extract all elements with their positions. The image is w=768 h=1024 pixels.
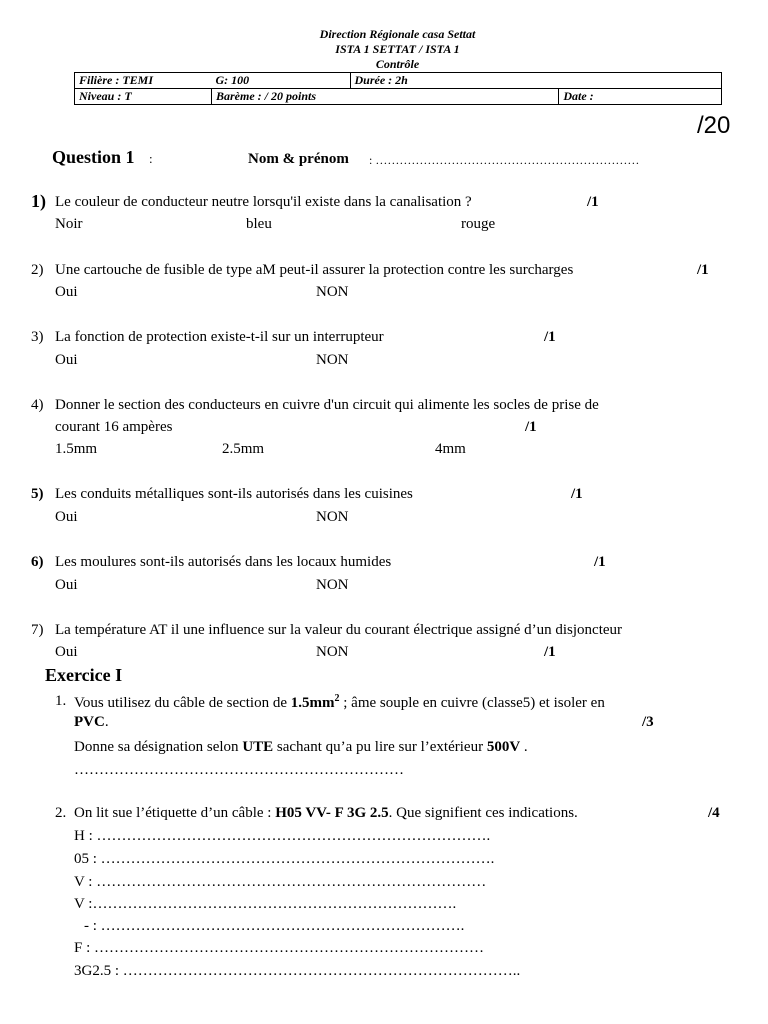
q1-score: /1 xyxy=(587,194,599,210)
ex-item2-line1: On lit sue l’étiquette d’un câble : H05 VV- F 3G 2.5. Que signifient ces indications. xyxy=(74,805,578,821)
q3-score: /1 xyxy=(544,329,556,345)
name-dots: : ………………………………………………………… xyxy=(369,153,640,167)
q5-option-oui: Oui xyxy=(55,509,78,525)
q4-option-4mm: 4mm xyxy=(435,441,466,457)
q4-text: Donner le section des conducteurs en cuivre d'un circuit qui alimente les socles de prise de xyxy=(55,397,599,413)
q7-text: La température AT il une influence sur la valeur du courant électrique assigné d’un disjoncteur xyxy=(55,622,623,638)
ex-item1-line3: Donne sa désignation selon UTE sachant qu’a pu lire sur l’extérieur 500V . xyxy=(74,739,528,755)
q6-text: Les moulures sont-ils autorisés dans les locaux humides xyxy=(55,554,392,570)
ex-item2-line-h: H : ……………………………………………………………………. xyxy=(74,828,491,844)
groupe-cell: G: 100 xyxy=(212,73,351,89)
q2-option-non: NON xyxy=(316,284,349,300)
ex-item2-line-f: F : …………………………………………………………………… xyxy=(74,940,485,956)
q7-option-oui: Oui xyxy=(55,644,78,660)
q4-num: 4) xyxy=(31,397,44,413)
q6-num: 6) xyxy=(31,554,44,570)
q1-option-noir: Noir xyxy=(55,216,83,232)
ex-item2-line-dash: - : ………………………………………………………………. xyxy=(84,918,465,934)
ex-item2-line-05: 05 : ……………………………………………………………………. xyxy=(74,851,495,867)
ex-item2-line-3g25: 3G2.5 : …………………………………………………………………….. xyxy=(74,963,521,979)
q5-option-non: NON xyxy=(316,509,349,525)
ex-item1-answer-dots: ………………………………………………………… xyxy=(74,762,404,778)
q4-score: /1 xyxy=(525,419,537,435)
question1-label: Question 1 xyxy=(52,147,135,167)
q1-num: 1) xyxy=(31,191,46,211)
ex-item1-line2: PVC. xyxy=(74,714,109,730)
header-line-3: Contrôle xyxy=(375,57,420,71)
q4-text-line2: courant 16 ampères xyxy=(55,419,173,435)
header-line-2: ISTA 1 SETTAT / ISTA 1 xyxy=(335,42,460,56)
bareme-cell: Barème : / 20 points xyxy=(212,89,559,105)
q5-score: /1 xyxy=(571,486,583,502)
q6-score: /1 xyxy=(594,554,606,570)
niveau-cell: Niveau : T xyxy=(75,89,212,105)
q4-option-2-5mm: 2.5mm xyxy=(222,441,265,457)
ex-item1-num: 1. xyxy=(55,693,67,709)
header-line-1: Direction Régionale casa Settat xyxy=(319,27,476,41)
q3-text: La fonction de protection existe-t-il sur un interrupteur xyxy=(55,329,384,345)
q2-option-oui: Oui xyxy=(55,284,78,300)
q1-option-bleu: bleu xyxy=(246,216,272,232)
filiere-cell: Filière : TEMI xyxy=(75,73,212,89)
date-cell: Date : xyxy=(559,89,722,105)
q3-option-non: NON xyxy=(316,352,349,368)
total-score: /20 xyxy=(697,112,731,139)
ex-item1-line1: Vous utilisez du câble de section de $1.5mm^2$ ; âme souple en cuivre (classe5) et isoler en xyxy=(74,693,605,711)
ex-item2-line-v2: V :………………………………………………………………. xyxy=(74,896,457,912)
q4-option-1-5mm: 1.5mm xyxy=(55,441,98,457)
exercice-title: Exercice I xyxy=(45,665,123,685)
ex-item2-num: 2. xyxy=(55,805,67,821)
q2-text: Une cartouche de fusible de type aM peut-il assurer la protection contre les surcharges xyxy=(55,262,574,278)
q2-score: /1 xyxy=(697,262,709,278)
q6-option-non: NON xyxy=(316,577,349,593)
q3-option-oui: Oui xyxy=(55,352,78,368)
info-table xyxy=(74,72,722,105)
ex-item1-score: /3 xyxy=(642,714,654,730)
duree-cell: Durée : 2h xyxy=(350,73,722,89)
q6-option-oui: Oui xyxy=(55,577,78,593)
q1-text: Le couleur de conducteur neutre lorsqu'il existe dans la canalisation ? xyxy=(55,194,472,210)
q7-num: 7) xyxy=(31,622,44,638)
q5-num: 5) xyxy=(31,486,44,502)
q7-score: /1 xyxy=(544,644,556,660)
q3-num: 3) xyxy=(31,329,44,345)
q5-text: Les conduits métalliques sont-ils autorisés dans les cuisines xyxy=(55,486,413,502)
q1-option-rouge: rouge xyxy=(461,216,496,232)
ex-item2-line-v1: V : …………………………………………………………………… xyxy=(74,874,487,890)
ex-item2-score: /4 xyxy=(708,805,720,821)
name-label: Nom & prénom xyxy=(248,151,349,167)
q2-num: 2) xyxy=(31,262,44,278)
question1-colon: : xyxy=(149,151,153,166)
q7-option-non: NON xyxy=(316,644,349,660)
